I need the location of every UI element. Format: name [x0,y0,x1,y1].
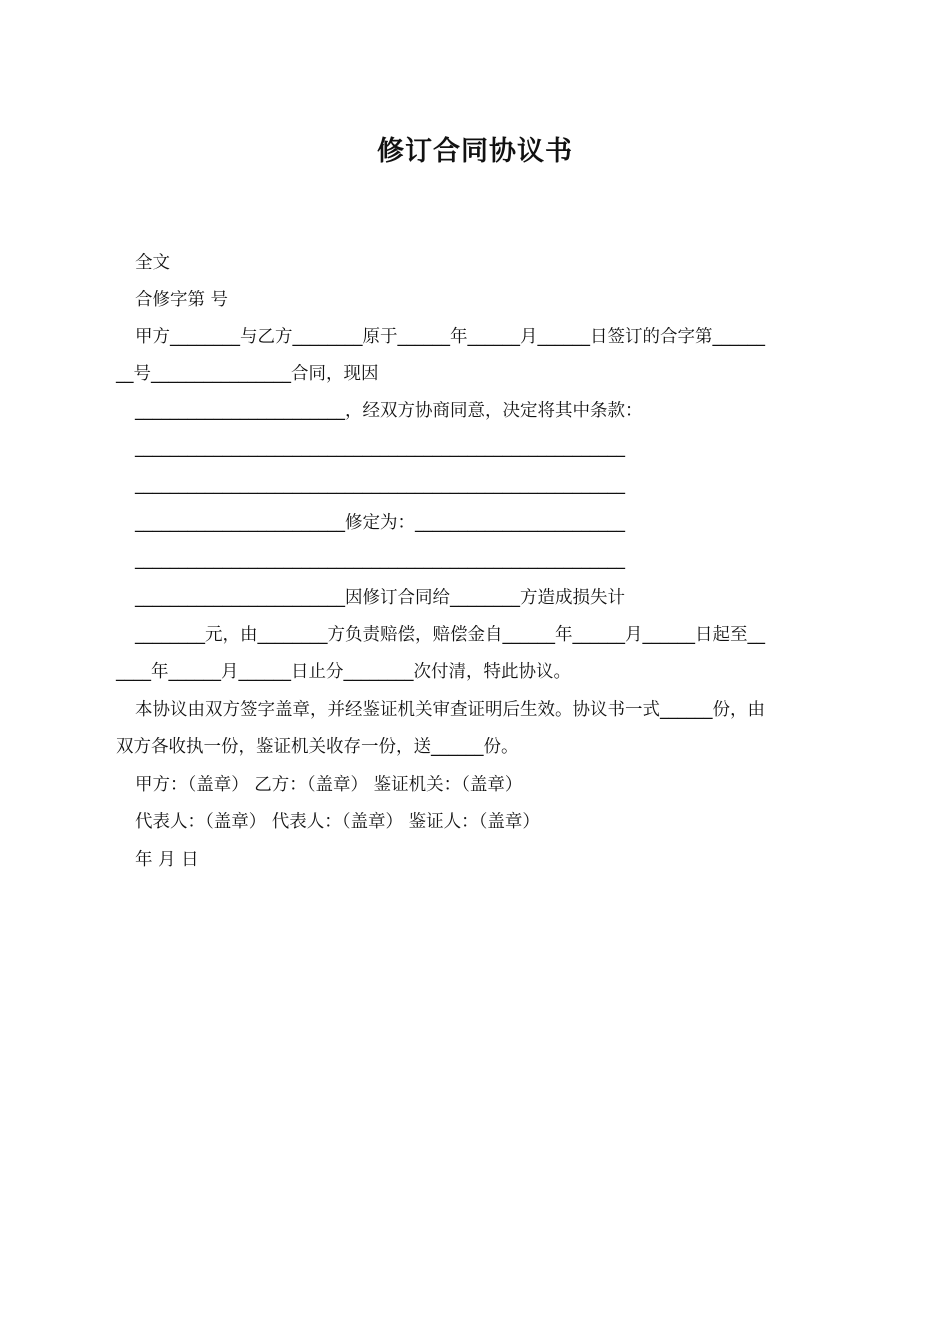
text-line-blank: ________________________________________________________ [135,550,625,570]
text-line-payment-terms: ____年______月______日止分________次付清，特此协议。 [116,662,571,682]
text-line-loss: ________________________因修订合同给________方造成损失计 [135,588,625,608]
text-line-representatives: 代表人：（盖章） 代表人：（盖章） 鉴证人：（盖章） [135,812,540,832]
text-line-blank: ________________________________________________________ [135,475,625,495]
text-line-revision-number: 合修字第 号 [135,290,229,310]
text-line-date: 年 月 日 [135,850,199,870]
text-line-agreement: ________________________，经双方协商同意，决定将其中条款： [135,401,643,421]
text-line-seals: 甲方：（盖章） 乙方：（盖章） 鉴证机关：（盖章） [135,775,523,795]
text-line-blank: ________________________________________________________ [135,438,625,458]
text-line-contract-number: __号________________合同，现因 [116,364,379,384]
text-line-compensation: ________元，由________方负责赔偿，赔偿金自______年______月______日起至__ [135,625,765,645]
text-line-effectiveness: 本协议由双方签字盖章，并经鉴证机关审查证明后生效。协议书一式______份，由 [135,700,765,720]
text-line-copies: 双方各收执一份，鉴证机关收存一份，送______份。 [116,737,519,757]
text-line-revised-to: ________________________修定为：________________________ [135,513,625,533]
text-line-full-text: 全文 [135,253,170,273]
document-title: 修订合同协议书 [377,136,573,167]
text-line-parties: 甲方________与乙方________原于______年______月______日签订的合字第______ [135,327,765,347]
